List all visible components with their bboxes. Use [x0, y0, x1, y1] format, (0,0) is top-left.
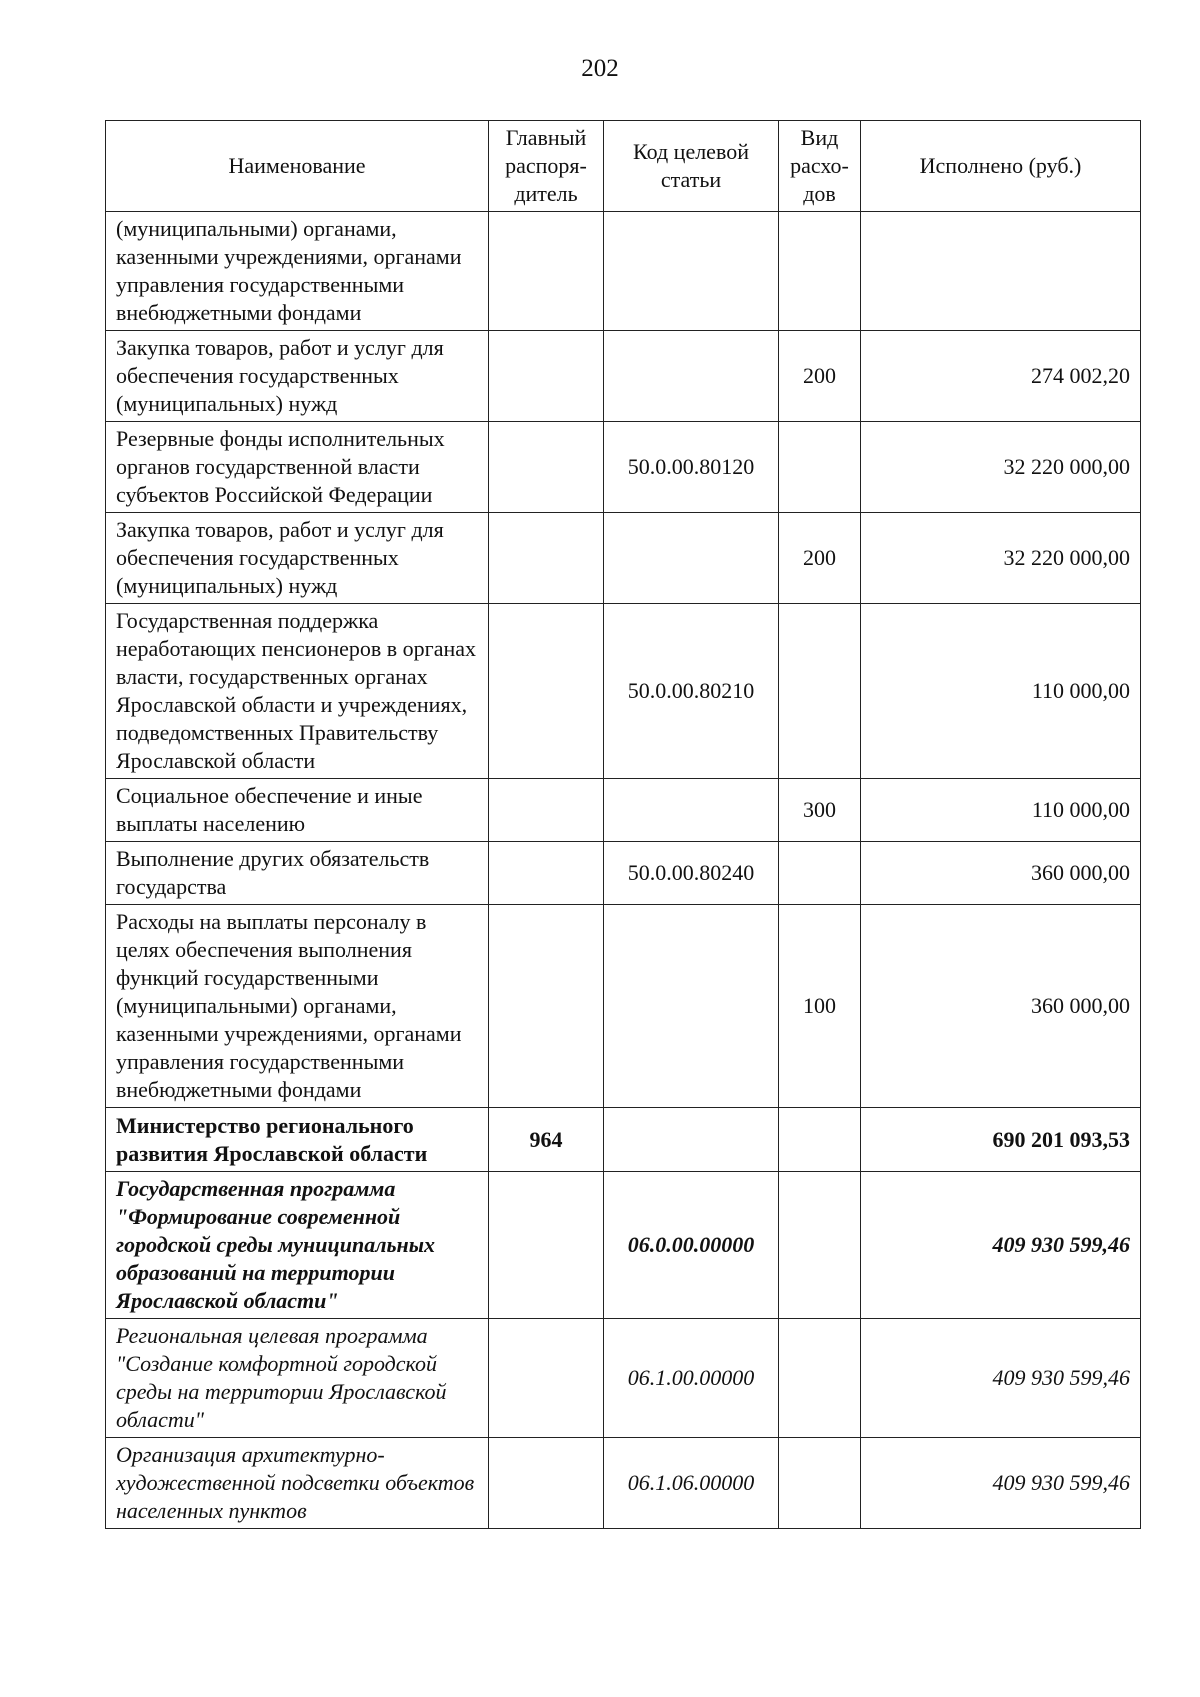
row-amount: 690 201 093,53 — [861, 1108, 1141, 1172]
row-amount: 274 002,20 — [861, 331, 1141, 422]
row-name: Министерство регионального развития Ярославской области — [106, 1108, 489, 1172]
row-name: (муниципальными) органами, казенными учреждениями, органами управления государственными внебюджетными фондами — [106, 212, 489, 331]
row-code: 50.0.00.80120 — [604, 422, 779, 513]
row-name: Социальное обеспечение и иные выплаты населению — [106, 779, 489, 842]
row-name: Выполнение других обязательств государства — [106, 842, 489, 905]
table-row — [106, 779, 1141, 842]
page-number: 202 — [581, 55, 619, 82]
row-type — [779, 212, 861, 331]
row-amount: 409 930 599,46 — [861, 1172, 1141, 1319]
row-amount: 32 220 000,00 — [861, 422, 1141, 513]
row-type: 200 — [779, 513, 861, 604]
row-code — [604, 212, 779, 331]
table-row — [106, 331, 1141, 422]
row-type — [779, 1319, 861, 1438]
row-amount: 360 000,00 — [861, 842, 1141, 905]
row-manager — [489, 1319, 604, 1438]
row-manager — [489, 513, 604, 604]
header-manager: Главный распоря-дитель — [489, 121, 604, 212]
row-name: Организация архитектурно-художественной подсветки объектов населенных пунктов — [106, 1438, 489, 1529]
row-amount: 409 930 599,46 — [861, 1319, 1141, 1438]
row-type: 100 — [779, 905, 861, 1108]
row-type — [779, 1438, 861, 1529]
table-row — [106, 1438, 1141, 1529]
row-code — [604, 779, 779, 842]
row-name: Региональная целевая программа "Создание комфортной городской среды на территории Ярославской области" — [106, 1319, 489, 1438]
row-manager — [489, 1438, 604, 1529]
row-name: Закупка товаров, работ и услуг для обеспечения государственных (муниципальных) нужд — [106, 331, 489, 422]
row-code — [604, 513, 779, 604]
row-name: Государственная поддержка неработающих пенсионеров в органах власти, государственных органах Ярославской области и учреждениях, подведомственных Правительству Ярославской области — [106, 604, 489, 779]
row-code: 06.1.00.00000 — [604, 1319, 779, 1438]
row-manager — [489, 1172, 604, 1319]
row-amount: 110 000,00 — [861, 779, 1141, 842]
table-row — [106, 1172, 1141, 1319]
row-type — [779, 1172, 861, 1319]
row-manager — [489, 604, 604, 779]
row-manager — [489, 779, 604, 842]
row-name: Государственная программа "Формирование современной городской среды муниципальных образований на территории Ярославской области" — [106, 1172, 489, 1319]
row-amount: 409 930 599,46 — [861, 1438, 1141, 1529]
table-row — [106, 1108, 1141, 1172]
table-row — [106, 212, 1141, 331]
row-code: 50.0.00.80240 — [604, 842, 779, 905]
table-header-row — [106, 121, 1141, 212]
row-type — [779, 422, 861, 513]
row-name: Резервные фонды исполнительных органов государственной власти субъектов Российской Федерации — [106, 422, 489, 513]
row-type: 200 — [779, 331, 861, 422]
row-type — [779, 842, 861, 905]
row-manager — [489, 212, 604, 331]
header-name: Наименование — [106, 121, 489, 212]
table-row — [106, 905, 1141, 1108]
row-amount: 110 000,00 — [861, 604, 1141, 779]
table-row — [106, 604, 1141, 779]
row-manager: 964 — [489, 1108, 604, 1172]
row-type — [779, 604, 861, 779]
table-row — [106, 513, 1141, 604]
header-amount: Исполнено (руб.) — [861, 121, 1141, 212]
row-amount: 360 000,00 — [861, 905, 1141, 1108]
row-type — [779, 1108, 861, 1172]
row-code: 50.0.00.80210 — [604, 604, 779, 779]
row-code — [604, 331, 779, 422]
row-manager — [489, 331, 604, 422]
row-amount — [861, 212, 1141, 331]
row-code — [604, 1108, 779, 1172]
row-manager — [489, 422, 604, 513]
row-type: 300 — [779, 779, 861, 842]
row-code: 06.1.06.00000 — [604, 1438, 779, 1529]
header-type: Вид расхо-дов — [779, 121, 861, 212]
row-code: 06.0.00.00000 — [604, 1172, 779, 1319]
row-amount: 32 220 000,00 — [861, 513, 1141, 604]
table-row — [106, 842, 1141, 905]
budget-table — [105, 120, 1141, 1529]
table-row — [106, 422, 1141, 513]
row-name: Расходы на выплаты персоналу в целях обеспечения выполнения функций государственными (муниципальными) органами, казенными учреждениями, органами управления государственными внебюджетными фондами — [106, 905, 489, 1108]
table-row — [106, 1319, 1141, 1438]
row-name: Закупка товаров, работ и услуг для обеспечения государственных (муниципальных) нужд — [106, 513, 489, 604]
row-manager — [489, 905, 604, 1108]
header-code: Код целевой статьи — [604, 121, 779, 212]
row-manager — [489, 842, 604, 905]
row-code — [604, 905, 779, 1108]
